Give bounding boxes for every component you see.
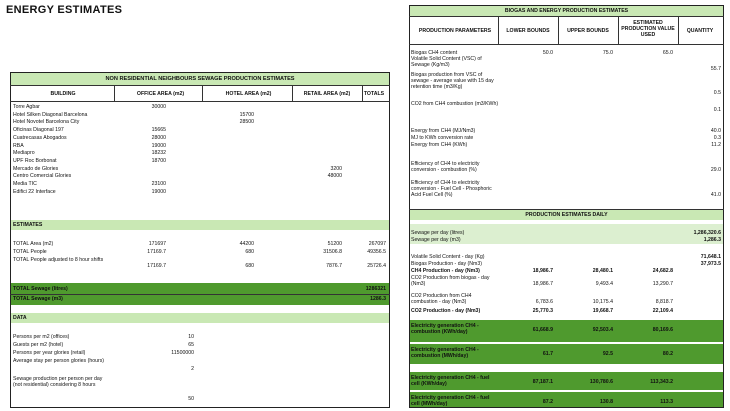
param-name: MJ to KWh conversion rate — [411, 135, 474, 141]
param-value: 50.0 — [542, 50, 553, 56]
electricity-name: Electricity generation CH4 - fuel cell (KWh/day) — [411, 375, 490, 387]
building-name: Hotel Silken Diagonal Barcelona — [13, 111, 88, 118]
estimate-value: 680 — [245, 249, 254, 255]
daily-value: 18,986.7 — [532, 268, 553, 274]
daily-quantity: 71,648.1 — [700, 254, 721, 260]
right-col-header: UPPER BOUNDS — [567, 28, 609, 34]
building-name: Mercado de Glories — [13, 165, 59, 172]
electricity-name: Electricity generation CH4 - combustion (MWh/day) — [411, 347, 479, 359]
electricity-value: 113.3 — [660, 399, 673, 405]
daily-value: 13,290.7 — [652, 281, 673, 287]
estimate-value: 267097 — [368, 241, 386, 247]
left-col-header: RETAIL AREA (m2) — [303, 91, 351, 97]
left-col-divider — [362, 85, 363, 101]
param-quantity: 11.2 — [711, 142, 721, 148]
estimate-value: 680 — [245, 263, 254, 269]
daily-value: 24,682.8 — [652, 268, 673, 274]
daily-value: 8,818.7 — [655, 299, 673, 305]
daily-value: 9,493.4 — [595, 281, 613, 287]
building-value: 19000 — [151, 142, 166, 149]
estimate-value: 25726.4 — [367, 263, 386, 269]
right-col-divider — [498, 16, 499, 44]
electricity-value: 80,169.6 — [652, 327, 673, 333]
daily-name: CH4 Production - day (Nm3) — [411, 268, 480, 274]
data-name-cell: Sewage production per person per day (not residential) considering 8 hours — [13, 376, 103, 388]
sewage-daily-value: 1,286.3 — [703, 237, 721, 243]
building-name: UPF Roc Borbonat — [13, 157, 57, 164]
electricity-value: 87.2 — [542, 399, 553, 405]
param-quantity: 55.7 — [710, 66, 721, 72]
data-value: 50 — [188, 396, 194, 402]
right-col-header: ESTIMATED PRODUCTION VALUE USED — [621, 20, 675, 38]
electricity-value: 87,187.1 — [532, 379, 553, 385]
param-quantity: 40.0 — [710, 128, 721, 134]
building-name: Edifici 22 Interface — [13, 188, 56, 195]
left-col-header: TOTALS — [363, 91, 385, 97]
estimate-value: 44200 — [239, 241, 254, 247]
estimate-name: TOTAL Area (m2) — [13, 241, 54, 247]
daily-name: CO2 Production - day (Nm3) — [411, 308, 481, 314]
sewage-divider — [10, 294, 390, 295]
building-name: Media TIC — [13, 181, 37, 187]
daily-value: 10,175.4 — [592, 299, 613, 305]
electricity-value: 113,343.2 — [650, 379, 673, 385]
right-col-header: LOWER BOUNDS — [506, 28, 550, 34]
electricity-name: Electricity generation CH4 - combustion (KWh/day) — [411, 323, 479, 335]
building-value: 18700 — [151, 157, 166, 164]
left-col-divider — [292, 85, 293, 101]
sewage-value: 1286.3 — [370, 296, 386, 302]
sewage-daily-label: Sewage per day (litres) — [411, 230, 465, 236]
sewage-daily-value: 1,286,320.6 — [693, 230, 721, 236]
building-value: 15700 — [239, 111, 254, 118]
right-colhead-bot — [409, 44, 724, 45]
daily-name: CO2 Production from CH4 combustion - day (Nm3) — [411, 293, 472, 305]
estimate-value: 49356.5 — [367, 249, 386, 255]
param-quantity: 0.3 — [713, 135, 721, 141]
estimate-name: TOTAL People adjusted to 8 hour shifts — [13, 257, 104, 263]
param-name: CO2 from CH4 combustion (m3/KWh) — [411, 101, 499, 107]
sewage-label: TOTAL Sewage (litres) — [13, 286, 68, 292]
building-name: Torre Agbar — [13, 104, 40, 110]
param-value: 75.0 — [602, 50, 613, 56]
param-value: 65.0 — [662, 50, 673, 56]
building-value: 28000 — [151, 134, 166, 141]
right-col-divider — [618, 16, 619, 44]
building-name: Hotel Novotel Barcelona City — [13, 119, 80, 126]
building-name: Cuatrecasas Abogados — [13, 134, 67, 141]
param-quantity: 29.0 — [710, 167, 721, 173]
estimate-value: 17169.7 — [147, 263, 166, 269]
electricity-value: 130,780.6 — [589, 379, 613, 385]
left-heading: NON RESIDENTIAL NEIGHBOURS SEWAGE PRODUCTION ESTIMATES — [105, 76, 295, 82]
building-value: 15665 — [151, 127, 166, 134]
param-quantity: 0.1 — [713, 107, 721, 113]
param-name: Energy from CH4 (MJ/Nm3) — [411, 128, 476, 134]
estimate-value: 17169.7 — [147, 249, 166, 255]
right-col-divider — [558, 16, 559, 44]
data-value: 11500000 — [171, 350, 194, 356]
data-label: DATA — [13, 315, 27, 321]
left-col-header: BUILDING — [50, 91, 76, 97]
data-value: 10 — [188, 334, 194, 340]
data-name-cell: Guests per m2 (hotel) — [13, 342, 64, 348]
electricity-value: 61,668.9 — [532, 327, 553, 333]
electricity-value: 130.8 — [600, 399, 613, 405]
daily-name: Biogas Production - day (Nm3) — [411, 261, 482, 267]
sewage-value: 1286321 — [365, 286, 386, 292]
param-name: Efficiency of CH4 to electricity conversion - combustion (%) — [411, 161, 480, 173]
left-col-header: HOTEL AREA (m2) — [225, 91, 272, 97]
param-name: Biogas production from VSC of sewage - average value with 15 day retention time (m3/Kg) — [411, 72, 494, 90]
daily-value: 19,668.7 — [592, 308, 613, 314]
estimate-value: 51200 — [327, 241, 342, 247]
daily-name: Volatile Solid Content - day (Kg) — [411, 254, 485, 260]
param-quantity: 41.0 — [710, 192, 721, 198]
building-value: 48000 — [327, 173, 342, 180]
daily-name: CO2 Production from biogas - day (Nm3) — [411, 275, 490, 287]
electricity-name: Electricity generation CH4 - fuel cell (MWh/day) — [411, 395, 490, 407]
sewage-daily-label: Sewage per day (m3) — [411, 237, 461, 243]
estimates-label: ESTIMATES — [13, 222, 43, 228]
building-value: 3200 — [330, 165, 342, 172]
building-value: 18232 — [151, 150, 166, 157]
building-value: 19000 — [151, 188, 166, 195]
daily-value: 18,986.7 — [532, 281, 553, 287]
page-title: ENERGY ESTIMATES — [6, 4, 123, 16]
param-name: Volatile Solid Content (VSC) of Sewage (Kg/m3) — [411, 56, 482, 68]
left-colhead-line-bot — [10, 101, 390, 102]
daily-value: 25,770.3 — [532, 308, 553, 314]
estimate-value: 7876.7 — [326, 263, 342, 269]
estimate-value: 31506.8 — [323, 249, 342, 255]
right-col-header: QUANTITY — [686, 28, 714, 34]
daily-value: 6,783.6 — [535, 299, 553, 305]
data-value: 65 — [188, 342, 194, 348]
daily-value: 28,480.1 — [592, 268, 613, 274]
data-name-cell: Persons per year glories (retail) — [13, 350, 86, 356]
param-name: Efficiency of CH4 to electricity conversion - Fuel Cell - Phosphoric Acid Fuel Cell (%) — [411, 180, 492, 198]
building-name: RBA — [13, 142, 24, 149]
right-heading: BIOGAS AND ENERGY PRODUCTION ESTIMATES — [504, 8, 629, 14]
daily-value: 22,109.4 — [652, 308, 673, 314]
sewage-label: TOTAL Sewage (m3) — [13, 296, 63, 302]
data-name-cell: Persons per m2 (offices) — [13, 334, 70, 340]
param-name: Biogas CH4 content — [411, 50, 458, 56]
daily-heading: PRODUCTION ESTIMATES DAILY — [525, 212, 608, 218]
building-name: Oficinas Diagonal 197 — [13, 127, 64, 134]
electricity-value: 80.2 — [662, 351, 673, 357]
left-col-divider — [202, 85, 203, 101]
left-col-header: OFFICE AREA (m2) — [136, 91, 185, 97]
data-name-cell: Average stay per person glories (hours) — [13, 358, 105, 364]
electricity-value: 92,503.4 — [592, 327, 613, 333]
param-quantity: 0.5 — [713, 90, 721, 96]
electricity-value: 92.5 — [602, 351, 613, 357]
building-name: Centro Comercial Glories — [13, 173, 72, 180]
estimate-name: TOTAL People — [13, 249, 47, 255]
param-name: Energy from CH4 (KWh) — [411, 142, 468, 148]
daily-quantity: 37,973.5 — [700, 261, 721, 267]
left-colhead-line-top — [10, 85, 390, 86]
estimate-value: 171697 — [148, 241, 166, 247]
building-value: 28500 — [239, 119, 254, 126]
electricity-value: 61.7 — [542, 351, 553, 357]
right-col-header: PRODUCTION PARAMETERS — [418, 28, 492, 34]
left-col-divider — [114, 85, 115, 101]
building-value: 30000 — [151, 104, 166, 110]
building-value: 23100 — [151, 181, 166, 187]
building-name: Mediapro — [13, 150, 35, 157]
data-value: 2 — [191, 366, 194, 372]
right-col-divider — [678, 16, 679, 44]
right-colhead-top — [409, 16, 724, 17]
